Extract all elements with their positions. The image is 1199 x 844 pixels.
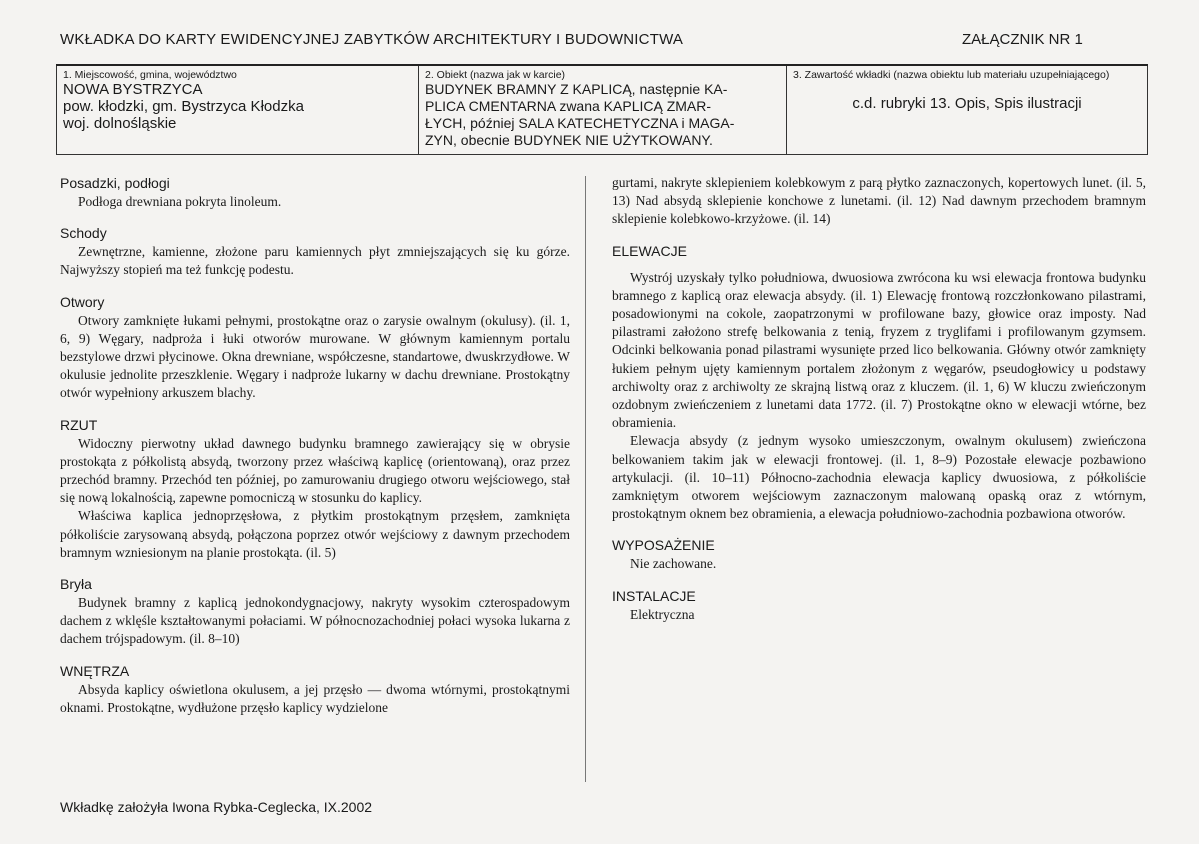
column-divider	[585, 176, 586, 782]
section-heading: INSTALACJE	[612, 587, 696, 604]
location-caption: 1. Miejscowość, gmina, województwo	[63, 69, 237, 81]
object-line: BUDYNEK BRAMNY Z KAPLICĄ, następnie KA-	[425, 81, 728, 97]
object-box	[418, 66, 786, 155]
section-heading: Otwory	[60, 293, 105, 310]
right-column	[612, 174, 1146, 624]
section-heading: RZUT	[60, 416, 98, 433]
location-line: woj. dolnośląskie	[63, 115, 177, 132]
section-heading: WYPOSAŻENIE	[612, 537, 715, 554]
section-text: Absyda kaplicy oświetlona okulusem, a jej przęsło — dwoma wtórnymi, prostokątnymi oknami. Prostokątne, wydłużone przęsło kaplicy wydzielone	[60, 681, 570, 715]
left-column	[60, 174, 570, 717]
section-text: Podłoga drewniana pokryta linoleum.	[78, 194, 282, 209]
contents-value: c.d. rubryki 13. Opis, Spis ilustracji	[852, 95, 1082, 112]
section-text: Nie zachowane.	[630, 556, 717, 572]
footer-note: Wkładkę założyła Iwona Rybka-Ceglecka, IX.2002	[60, 799, 373, 815]
object-caption: 2. Obiekt (nazwa jak w karcie)	[425, 69, 566, 81]
section-heading: Posadzki, podłogi	[60, 175, 170, 191]
document-title: WKŁADKA DO KARTY EWIDENCYJNEJ ZABYTKÓW ARCHITEKTURY I BUDOWNICTWA	[60, 31, 684, 48]
section-text: Otwory zamknięte łukami pełnymi, prostokątne oraz o zarysie owalnym (okulusy). (il. 1, 6, 9) Węgary, nadproża i łuki otworów murowane. W głównym kamiennym portalu bezstylowe drzwi płycinowe. Okna drewniane, współczesne, standartowe, dwuskrzydłowe. W okulusie jednolite przeszklenie. Węgary i nadproże lukarny w dachu drewniane. Prostokątny otwór wypełniony arkuszem blachy.	[60, 312, 570, 401]
location-line: NOWA BYSTRZYCA	[63, 81, 203, 98]
section-heading: WNĘTRZA	[60, 662, 130, 679]
section-heading: Bryła	[60, 576, 92, 593]
contents-box	[786, 66, 1148, 155]
location-box	[56, 66, 418, 155]
section-text: Zewnętrzne, kamienne, złożone paru kamiennych płyt zmniejszających się ku górze. Najwyższy stopień ma też funkcję podestu.	[60, 244, 570, 278]
section-text: Elektryczna	[630, 606, 695, 622]
section-text: Budynek bramny z kaplicą jednokondygnacjowy, nakryty wysokim czterospadowym dachem z wklęśle kształtowanymi połaciami. W północnozachodniej połaci wysoka lukarna z dachem trójspadowym. (il. 8–10)	[60, 595, 570, 647]
section-heading: Schody	[60, 225, 107, 242]
section-text: Widoczny pierwotny układ dawnego budynku bramnego zawierający się w obrysie prostokąta z półkolistą absydą, tworzony przez właściwą kaplicę (orientowaną), oraz przez przechód bramny. Przechód ten później, po zamurowaniu drugiego otworu wejściowego, stał się nową lokalnością, zapewne pomocniczą w stosunku do kaplicy.	[60, 435, 570, 506]
section-text: gurtami, nakryte sklepieniem kolebkowym z parą płytko zaznaczonych, kopertowych lunet. (il. 5, 13) Nad absydą sklepienie konchowe z lunetami. (il. 12) Nad dawnym przechodem bramnym sklepienie kolebkowo-krzyżowe. (il. 14)	[612, 175, 1146, 227]
section-text: Elewacja absydy (z jednym wysoko umieszczonym, owalnym okulusem) zwieńczona belkowaniem takim jak w elewacji frontowej. (il. 1, 8–9) Pozostałe elewacje pozbawiono artykulacji. (il. 10–11) Północno-zachodnia elewacja kaplicy dwuosiowa, z półkoliście zamkniętym otworem wejściowym zaznaczonym malowaną opaską oraz z wtórnym, prostokątnym oknem bez obramienia, a elewacja południowo-zachodnia pozbawiona otworów.	[612, 433, 1146, 522]
object-line: PLICA CMENTARNA zwana KAPLICĄ ZMAR-	[425, 98, 712, 114]
object-line: ŁYCH, później SALA KATECHETYCZNA i MAGA-	[425, 115, 735, 131]
location-line: pow. kłodzki, gm. Bystrzyca Kłodzka	[63, 98, 304, 115]
section-text: Wystrój uzyskały tylko południowa, dwuosiowa zwrócona ku wsi elewacja frontowa budynku bramnego z kaplicą oraz elewacja absydy. (il. 1) Elewację frontową rozczłonkowano pilastrami, posadowionymi na cokole, zaopatrzonymi w profilowane bazy, głowice oraz imposty. Nad pilastrami założono strefę belkowania z tenią, fryzem z tryglifami i profilowanym gzymsem. Odcinki belkowania ponad pilastrami wysunięte przed lico belkowania. Główny otwór zamknięty łukiem pełnym ujęty kamiennym portalem złożonym z węgarów, pseudogłowicy u podstawy archiwolty oraz z archiwolty ze skrajną listwą oraz z kluczem. (il. 1, 6) W kluczu zwieńczonym ozdobnym zwieńczeniem z lunetami data 1772. (il. 7) Prostokątne okno w elewacji wtórne, bez obramienia.	[612, 269, 1146, 431]
contents-caption: 3. Zawartość wkładki (nazwa obiektu lub materiału uzupełniającego)	[793, 69, 1110, 81]
object-line: ZYN, obecnie BUDYNEK NIE UŻYTKOWANY.	[425, 132, 713, 148]
section-text: Właściwa kaplica jednoprzęsłowa, z płytkim prostokątnym przęsłem, zamknięta półkoliście zarysowaną absydą, połączona poprzez otwór wejściowy z dawnym przechodem bramnym wzniesionym na planie prostokąta. (il. 5)	[60, 508, 570, 560]
section-heading: ELEWACJE	[612, 242, 687, 259]
annex-label: ZAŁĄCZNIK NR 1	[962, 31, 1083, 48]
